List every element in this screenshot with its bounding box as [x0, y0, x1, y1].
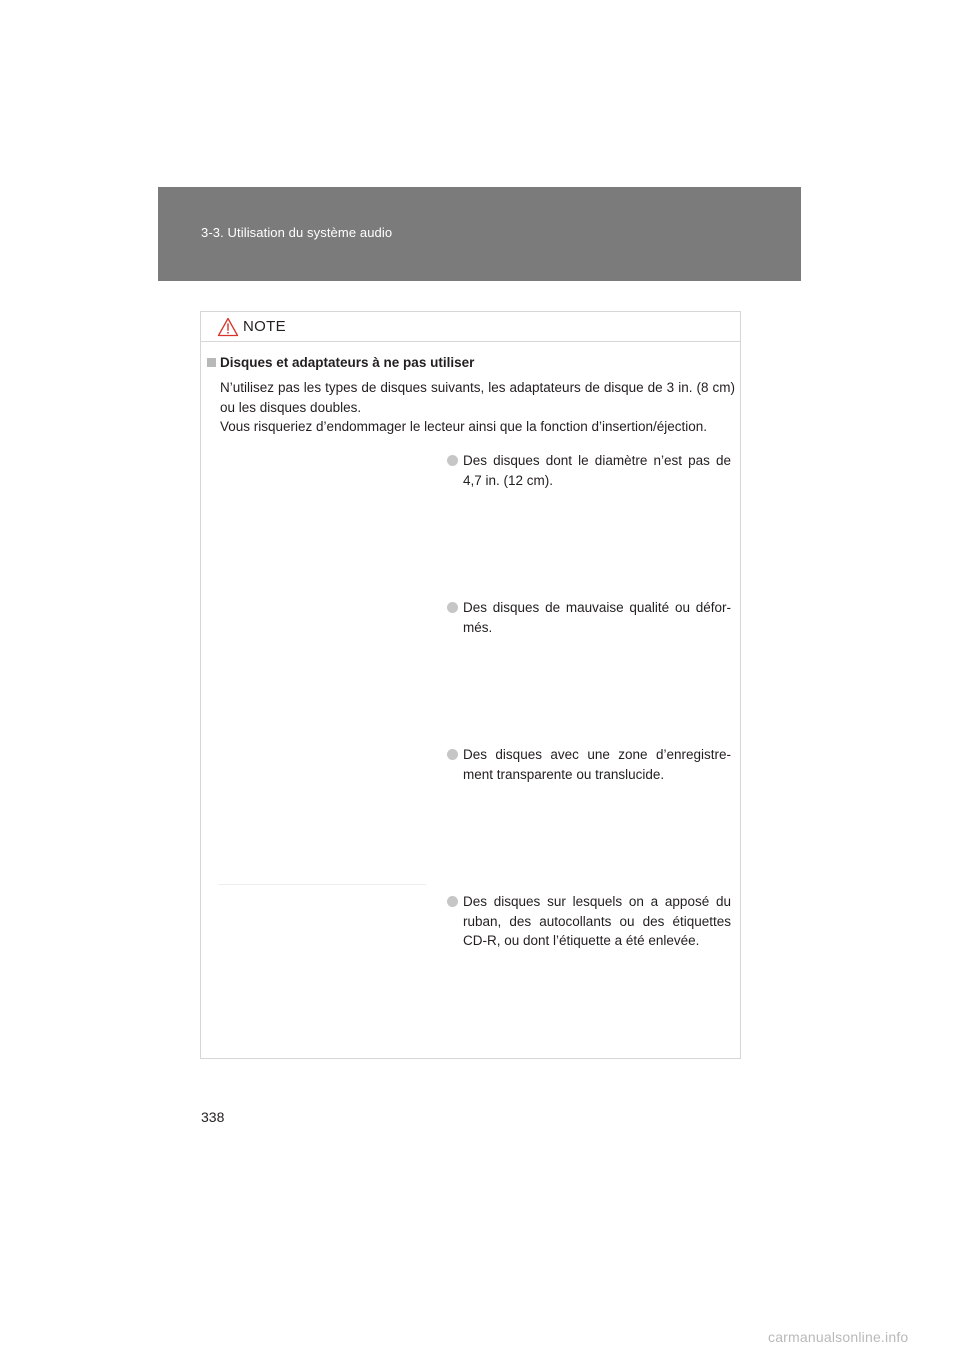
chapter-header-band	[158, 187, 801, 281]
bullet-dot-icon	[447, 896, 458, 907]
list-item-text: Des disques de mauvaise qualité ou défor-més.	[463, 600, 731, 635]
section-title: 3-3. Utilisation du système audio	[201, 225, 393, 240]
intro-paragraph-1: N’utilisez pas les types de disques suivants, les adaptateurs de disque de 3 in. (8 cm) ou les disques doubles.	[220, 380, 735, 415]
intro-paragraph-2: Vous risqueriez d’endommager le lecteur ainsi que la fonction d’insertion/éjection.	[220, 419, 708, 434]
list-item	[447, 451, 731, 490]
section-heading	[207, 355, 474, 370]
image-divider	[218, 884, 426, 885]
warning-triangle-icon	[217, 317, 239, 337]
list-item	[447, 745, 731, 784]
list-item	[447, 598, 731, 637]
square-bullet-icon	[207, 358, 216, 367]
list-item-text: Des disques dont le diamètre n’est pas de 4,7 in. (12 cm).	[463, 453, 731, 488]
note-title: NOTE	[243, 318, 286, 335]
intro-text	[220, 378, 735, 437]
page-number: 338	[201, 1109, 225, 1125]
list-item-text: Des disques avec une zone d’enregistre-ment transparente ou translucide.	[463, 747, 731, 782]
heading-text: Disques et adaptateurs à ne pas utiliser	[220, 355, 475, 370]
bullet-dot-icon	[447, 455, 458, 466]
bullet-dot-icon	[447, 749, 458, 760]
bullet-dot-icon	[447, 602, 458, 613]
watermark: carmanualsonline.info	[768, 1329, 909, 1345]
list-item-text: Des disques sur lesquels on a apposé du ruban, des autocollants ou des étiquettes CD-R, ou dont l’étiquette a été enlevée.	[463, 894, 731, 948]
list-item	[447, 892, 731, 951]
note-header	[201, 312, 740, 342]
note-box	[200, 311, 741, 1059]
